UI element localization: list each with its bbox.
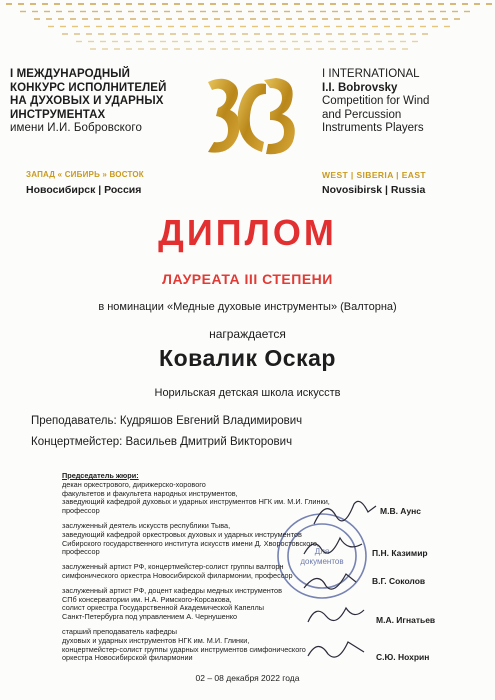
jury-line: профессор: [62, 547, 100, 557]
jury-line: Санкт-Петербурга под управлением А. Чернушенко: [62, 612, 238, 622]
signatory-name: П.Н. Казимир: [372, 548, 428, 558]
signatory-name: В.Г. Соколов: [372, 576, 426, 586]
jury-line: заслуженный деятель искусств республики Тыва,: [62, 520, 231, 530]
jury-line: заслуженный артист РФ, концертмейстер-солист группы валторн: [62, 562, 284, 572]
school-name: Норильская детская школа искусств: [154, 387, 341, 399]
signature-scribble: [304, 600, 368, 630]
jury-line: декан оркестрового, дирижерско-хорового: [62, 479, 206, 489]
decorative-border: [0, 0, 495, 60]
city-ru: Новосибирск | Россия: [26, 184, 142, 196]
competition-title-en: [322, 68, 492, 136]
awarded-label: награждается: [209, 327, 286, 341]
header-line: I.I. Bobrovsky: [322, 81, 398, 94]
nomination: в номинации «Медные духовые инструменты» (Валторна): [98, 301, 397, 313]
recipient-name: Ковалик Оскар: [159, 345, 336, 371]
jury-line: заведующий кафедрой духовых и ударных инструментов НГК им. М.И. Глинки,: [62, 497, 330, 507]
jury-line: симфонического оркестра Новосибирской филармонии, профессор: [62, 570, 293, 580]
svg-text:Для: Для: [314, 547, 330, 556]
header-line: ИНСТРУМЕНТАХ: [10, 108, 106, 121]
signatory-name: С.Ю. Нохрин: [376, 652, 430, 662]
laureate-degree: ЛАУРЕАТА III СТЕПЕНИ: [162, 271, 333, 287]
jury-line: СПб консерватории им. Н.А. Римского-Корсакова,: [62, 594, 232, 604]
jury-line: факультетов и факультета народных инструментов,: [62, 488, 238, 498]
header-line: Competition for Wind: [322, 95, 430, 107]
jury-line: духовых и ударных инструментов НГК им. М.И. Глинки,: [62, 635, 250, 645]
jury-line: заведующий кафедрой оркестровых духовых и ударных инструментов: [62, 529, 302, 539]
header-line: I МЕЖДУНАРОДНЫЙ: [10, 68, 130, 80]
competition-title-ru: [10, 68, 210, 136]
jury-line: заслуженный артист РФ, доцент кафедры медных инструментов: [62, 585, 282, 595]
jury-line: оркестра Новосибирской филармонии: [62, 653, 193, 663]
jury-line: концертмейстер-солист группы ударных инструментов симфонического: [62, 644, 306, 654]
header-line: and Percussion: [322, 108, 402, 121]
header-line: КОНКУРС ИСПОЛНИТЕЛЕЙ: [10, 81, 167, 94]
jury-line: солист оркестра Государственной Академической Капеллы: [62, 603, 265, 613]
header-line: имени И.И. Бобровского: [10, 122, 142, 134]
city-en: Novosibirsk | Russia: [322, 184, 426, 196]
jury-line: Председатель жюри:: [62, 471, 139, 480]
signature-scribble: [300, 530, 370, 564]
competition-logo: [204, 72, 300, 160]
jury-line: Сибирского государственного института искусств имени Д. Хворостовского,: [62, 538, 319, 548]
jury-line: профессор: [62, 506, 100, 516]
competition-dates: 02 – 08 декабря 2022 года: [195, 673, 300, 683]
header-line: I INTERNATIONAL: [322, 68, 420, 80]
jury-line: старший преподаватель кафедры: [62, 626, 178, 636]
header-line: НА ДУХОВЫХ И УДАРНЫХ: [10, 95, 164, 107]
signature-scribble: [304, 636, 368, 666]
diploma-title: ДИПЛОМ: [158, 212, 337, 253]
signatory-name: М.А. Игнатьев: [376, 615, 436, 625]
signatory-name: М.В. Аунс: [380, 506, 422, 516]
teacher-line: Преподаватель: Кудряшов Евгений Владимирович: [31, 415, 303, 427]
accompanist-line: Концертмейстер: Васильев Дмитрий Викторович: [31, 436, 293, 448]
brand-tagline-ru: ЗАПАД « СИБИРЬ » ВОСТОК: [26, 170, 144, 179]
header-line: Instruments Players: [322, 122, 424, 134]
signature-scribble: [300, 568, 360, 598]
brand-tagline-en: WEST | SIBERIA | EAST: [322, 170, 426, 180]
signature-scribble: [310, 494, 380, 534]
svg-text:документов: документов: [300, 557, 344, 566]
